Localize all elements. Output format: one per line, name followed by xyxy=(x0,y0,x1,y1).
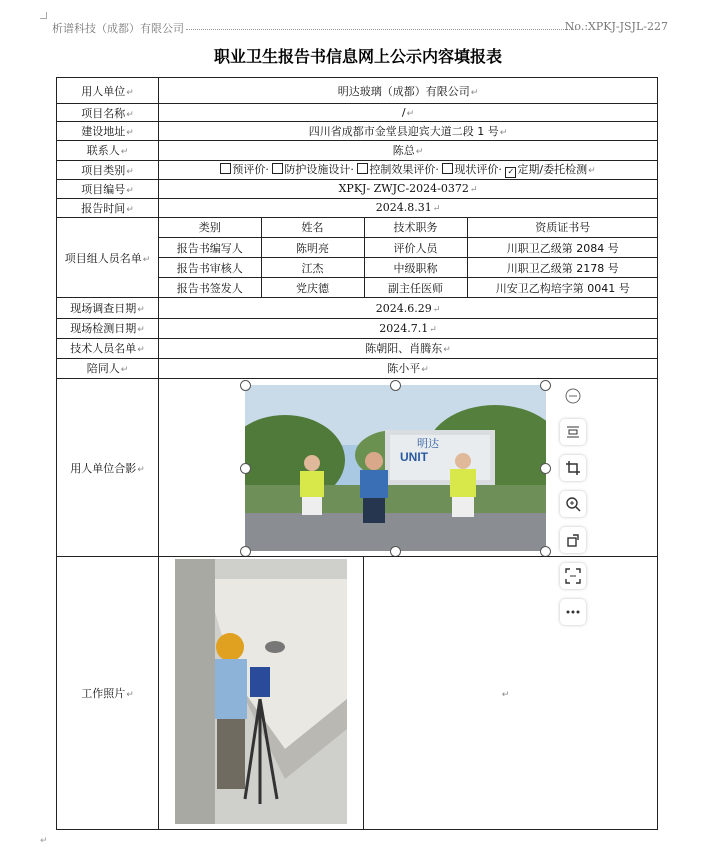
team-cell[interactable]: 陈明亮 xyxy=(261,238,364,258)
work-photo-image[interactable] xyxy=(175,559,347,824)
row-label: 建设地址↵ xyxy=(57,122,159,141)
row-label: 工作照片↵ xyxy=(57,557,159,830)
team-header-cell: 资质证书号 xyxy=(467,218,658,238)
team-header-row xyxy=(159,218,658,238)
wrap-text-icon xyxy=(565,424,581,440)
crop-button[interactable] xyxy=(560,455,586,481)
header-doc-no: No.:XPKJ-JSJL-227 xyxy=(564,20,668,33)
page-title: 职业卫生报告书信息网上公示内容填报表 xyxy=(213,47,502,66)
resize-handle-n[interactable] xyxy=(390,380,401,391)
team-cell[interactable]: 川职卫乙级第 2178 号 xyxy=(467,258,658,278)
row-label: 陪同人↵ xyxy=(57,358,159,378)
row-label: 现场调查日期↵ xyxy=(57,298,159,318)
unit-value[interactable]: 明达玻璃（成都）有限公司↵ xyxy=(159,78,658,104)
ocr-scan-icon xyxy=(565,568,581,584)
table-row xyxy=(57,298,658,318)
ocr-scan-button[interactable] xyxy=(560,563,586,589)
collapse-button[interactable] xyxy=(560,383,586,409)
row-label: 用人单位合影↵ xyxy=(57,378,159,556)
table-row xyxy=(57,358,658,378)
resize-handle-se[interactable] xyxy=(540,546,551,557)
team-cell[interactable]: 川职卫乙级第 2084 号 xyxy=(467,238,658,258)
row-label: 项目组人员名单↵ xyxy=(57,217,159,298)
resize-handle-nw[interactable] xyxy=(240,380,251,391)
header-dotted-line xyxy=(186,29,576,30)
table-row xyxy=(57,122,658,141)
header-company: 析谱科技（成都）有限公司 xyxy=(52,22,184,35)
table-row xyxy=(57,198,658,217)
resize-handle-ne[interactable] xyxy=(540,380,551,391)
checkbox-protection-design[interactable]: 防护设施设计 xyxy=(272,163,350,176)
table-row xyxy=(57,217,658,298)
report-time-value[interactable]: 2024.8.31↵ xyxy=(159,198,658,217)
team-cell[interactable]: 党庆德 xyxy=(261,278,364,298)
checkbox-periodic-test[interactable]: ✓ 定期/委托检测 xyxy=(505,163,587,176)
more-button[interactable] xyxy=(560,599,586,625)
zoom-in-button[interactable] xyxy=(560,491,586,517)
contact-value[interactable]: 陈总↵ xyxy=(159,141,658,160)
table-row xyxy=(57,160,658,179)
team-header-cell: 姓名 xyxy=(261,218,364,238)
project-no-value[interactable]: XPKJ- ZWJC-2024-0372↵ xyxy=(159,179,658,198)
row-label: 联系人↵ xyxy=(57,141,159,160)
team-cell[interactable]: 川安卫乙构培字第 0041 号 xyxy=(467,278,658,298)
row-label: 报告时间↵ xyxy=(57,198,159,217)
resize-handle-sw[interactable] xyxy=(240,546,251,557)
crop-icon xyxy=(565,460,581,476)
row-label: 项目名称↵ xyxy=(57,104,159,122)
table-row xyxy=(57,179,658,198)
rotate-button[interactable] xyxy=(560,527,586,553)
team-row xyxy=(159,258,658,278)
row-label: 用人单位↵ xyxy=(57,78,159,104)
team-row xyxy=(159,278,658,298)
project-name-value[interactable]: /↵ xyxy=(159,104,658,122)
row-label: 项目类别↵ xyxy=(57,160,159,179)
team-cell[interactable]: 报告书审核人 xyxy=(159,258,261,278)
table-row xyxy=(57,141,658,160)
companion-value[interactable]: 陈小平↵ xyxy=(159,358,658,378)
group-photo[interactable] xyxy=(245,385,546,551)
more-icon xyxy=(565,604,581,620)
team-row xyxy=(159,238,658,258)
row-label: 现场检测日期↵ xyxy=(57,318,159,338)
team-header-cell: 技术职务 xyxy=(364,218,467,238)
wrap-text-button[interactable] xyxy=(560,419,586,445)
checkbox-control-eval[interactable]: 控制效果评价 xyxy=(357,163,435,176)
test-date-value[interactable]: 2024.7.1↵ xyxy=(159,318,658,338)
team-cell[interactable]: 报告书编写人 xyxy=(159,238,261,258)
team-subtable xyxy=(159,218,658,298)
paragraph-mark: ↵ xyxy=(40,836,48,846)
team-cell[interactable]: 评价人员 xyxy=(364,238,467,258)
group-photo-image xyxy=(245,385,546,551)
resize-handle-e[interactable] xyxy=(540,463,551,474)
checkbox-status-eval[interactable]: 现状评价 xyxy=(442,163,498,176)
page-corner-mark xyxy=(40,12,47,19)
team-cell[interactable]: 江杰 xyxy=(261,258,364,278)
collapse-icon xyxy=(565,388,581,404)
row-label: 项目编号↵ xyxy=(57,179,159,198)
table-row xyxy=(57,78,658,104)
resize-handle-w[interactable] xyxy=(240,463,251,474)
team-subtable-cell xyxy=(159,217,658,298)
category-options[interactable]: 预评价· 防护设施设计· 控制效果评价· 现状评价· ✓ 定期/委托检测↵ xyxy=(159,160,658,179)
team-cell[interactable]: 报告书签发人 xyxy=(159,278,261,298)
photo-sign-text2: UNIT xyxy=(400,449,428,464)
resize-handle-s[interactable] xyxy=(390,546,401,557)
tech-staff-value[interactable]: 陈朝阳、肖腾东↵ xyxy=(159,338,658,358)
table-row xyxy=(57,338,658,358)
photo-sign-text: 明达 xyxy=(417,437,439,450)
team-cell[interactable]: 中级职称 xyxy=(364,258,467,278)
survey-date-value[interactable]: 2024.6.29↵ xyxy=(159,298,658,318)
address-value[interactable]: 四川省成都市金堂县迎宾大道二段 1 号↵ xyxy=(159,122,658,141)
image-toolbar xyxy=(560,383,590,635)
work-photo-cell xyxy=(159,557,364,830)
row-label: 技术人员名单↵ xyxy=(57,338,159,358)
work-photo-cell-empty[interactable]: ↵ xyxy=(364,557,658,830)
table-row xyxy=(57,104,658,122)
zoom-in-icon xyxy=(565,496,581,512)
rotate-icon xyxy=(565,532,581,548)
checkbox-pre-eval[interactable]: 预评价 xyxy=(220,163,265,176)
team-header-cell: 类别 xyxy=(159,218,261,238)
table-row xyxy=(57,318,658,338)
team-cell[interactable]: 副主任医师 xyxy=(364,278,467,298)
